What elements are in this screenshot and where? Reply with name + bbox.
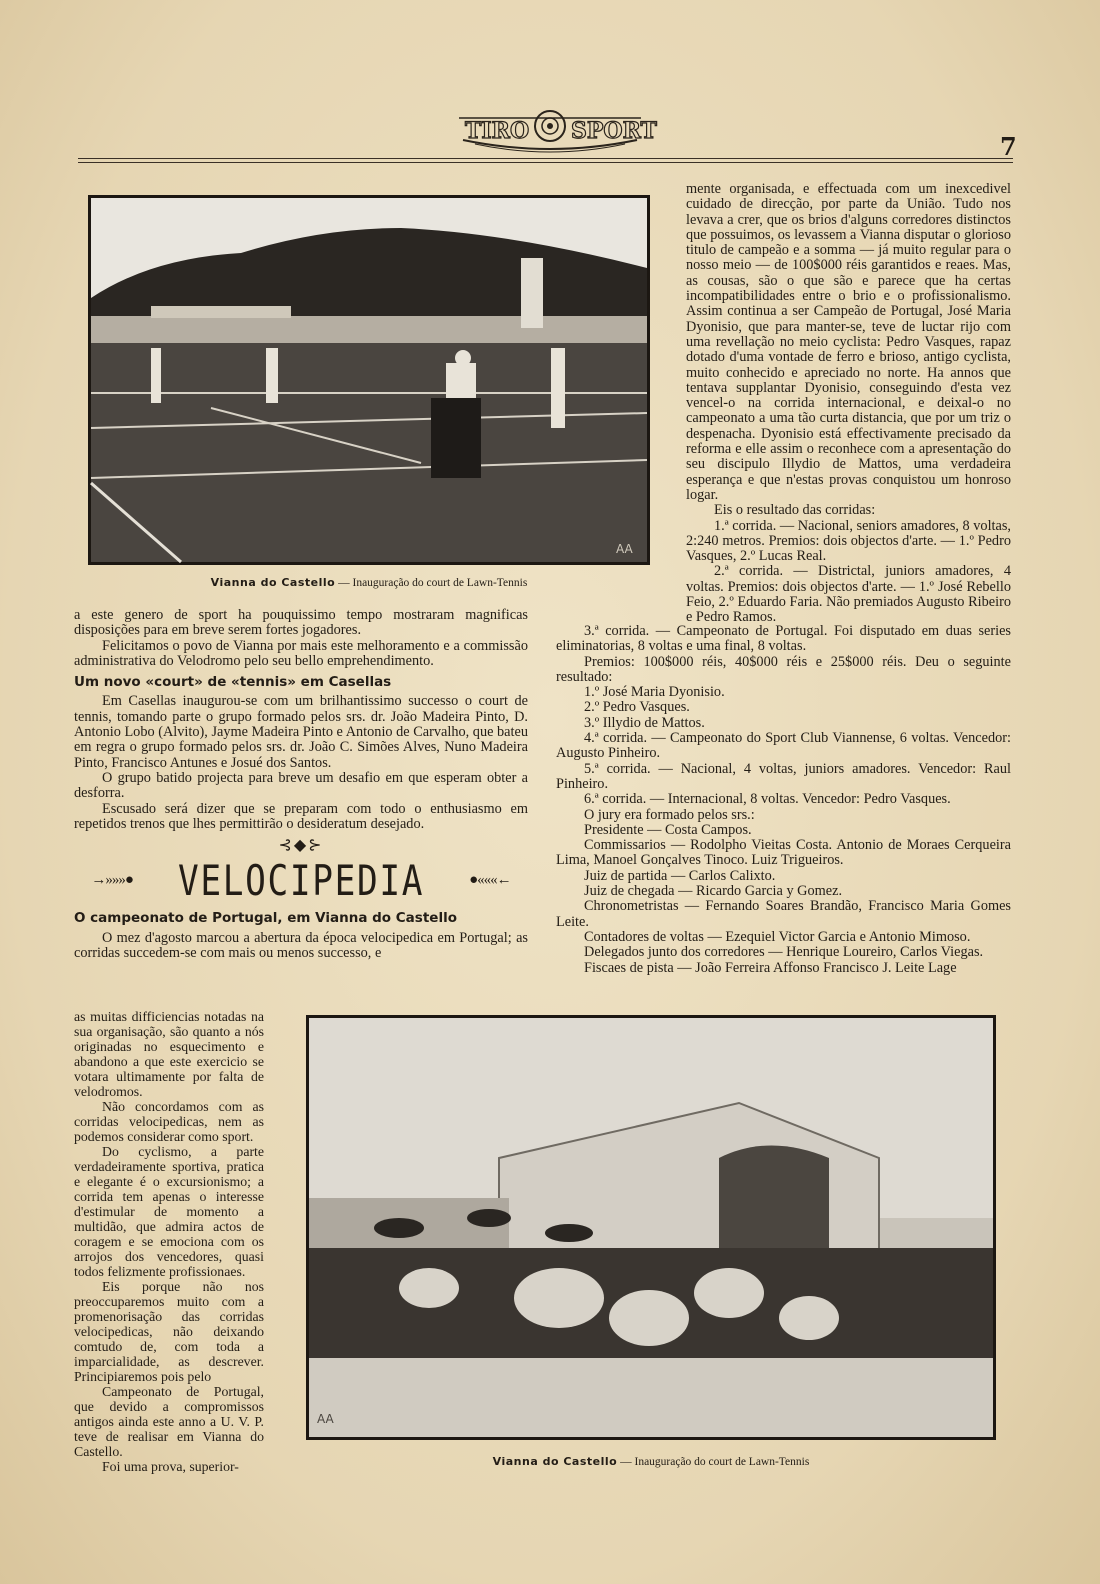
photo-signature: AA (616, 542, 633, 556)
race-result: 2.ª corrida. — Districtal, juniors amadores, 4 voltas. Premios: dois objectos d'arte. — 1.º José Rebello Feio, 2.º Eduardo Faria. Não premiados Augusto Ribeiro e Pedro Ramos. (686, 563, 1011, 626)
paragraph: Premios: 100$000 réis, 40$000 réis e 25$000 réis. Deu o seguinte resultado: (556, 653, 1011, 685)
jury-item: Delegados junto dos corredores — Henrique Loureiro, Carlos Viegas. (584, 944, 984, 961)
paragraph: Escusado será dizer que se preparam com todo o enthusiasmo em repetidos trenos que lhes permittirão o desideratum desejado. (74, 800, 528, 832)
figure2-caption-place: Vianna do Castello (492, 1455, 618, 1468)
figure1-caption-place: Vianna do Castello (210, 576, 336, 589)
paragraph: Eis o resultado das corridas: (714, 502, 876, 519)
paragraph: O mez d'agosto marcou a abertura da época velocipedica em Portugal; as corridas succedem-se com mais ou menos successo, e (74, 929, 528, 962)
jury-item: Commissarios — Rodolpho Vieitas Costa. Antonio de Moraes Cerqueira Lima, Manoel Gonçalves Tinoco. Luiz Trigueiros. (556, 837, 1011, 869)
figure1-caption-text: — Inauguração do court de Lawn-Tennis (335, 577, 528, 589)
page-number: 7 (1000, 132, 1017, 161)
svg-text:TIRO: TIRO (465, 118, 530, 144)
paragraph: Do cyclismo, a parte verdadeiramente sportiva, pratica e elegante é o excursionismo; a corrida tem apenas o interesse d'estimular de momento a multidão, que admira actos de coragem e se emociona com os arrojos dos vencedores, quasi todos felizmente profissionaes. (74, 1144, 264, 1279)
race-result: 5.ª corrida. — Nacional, 4 voltas, juniors amadores. Vencedor: Raul Pinheiro. (556, 760, 1011, 792)
header-rule-double (78, 162, 1013, 163)
paragraph: Felicitamos o povo de Vianna por mais este melhoramento e a commissão administrativa do Velodromo pelo seu bello emprehendimento. (74, 637, 528, 669)
race-result: 4.ª corrida. — Campeonato do Sport Club Viannense, 6 voltas. Vencedor: Augusto Pinheiro. (556, 730, 1011, 762)
paragraph: Foi uma prova, superior- (102, 1459, 239, 1474)
jury-item: Presidente — Costa Campos. (584, 821, 752, 838)
ranking-item: 2.º Pedro Vasques. (584, 699, 690, 716)
masthead-logo (455, 100, 657, 156)
paragraph: Em Casellas inaugurou-se com um brilhantissimo successo o court de tennis, tomando parte o grupo formado pelos srs. dr. João Madeira Pinto, D. Antonio Lobo (Alvito), Jayme Madeira Pinto e Antonio de Carvalho, que bateu em regra o grupo formado pelos srs. dr. João C. Simões Alves, Nuno Madeira Pinto, Francisco Antunes e Josué dos Santos. (74, 693, 528, 771)
paragraph: O jury era formado pelos srs.: (584, 806, 755, 823)
header-rule (78, 158, 1013, 159)
left-narrow-column (74, 1009, 264, 1474)
section-decoration-left: →»»»● (91, 871, 133, 888)
paragraph: Não concordamos com as corridas velocipedicas, nem as podemos considerar como sport. (74, 1099, 264, 1144)
jury-item: Chronometristas — Fernando Soares Brandão, Francisco Maria Gomes Leite. (556, 898, 1011, 930)
figure2-caption (306, 1455, 996, 1468)
jury-item: Fiscaes de pista — João Ferreira Affonso Francisco J. Leite Lage (584, 959, 957, 976)
figure2-caption-text: — Inauguração do court de Lawn-Tennis (617, 1456, 810, 1468)
section-title: VELOCIPEDIA (177, 855, 425, 905)
jury-item: Contadores de voltas — Ezequiel Victor Garcia e Antonio Mimoso. (584, 928, 971, 945)
jury-item: Juiz de partida — Carlos Calixto. (584, 867, 776, 884)
left-column (74, 608, 528, 961)
photo-signature: AA (317, 1412, 334, 1426)
section-heading (74, 855, 528, 905)
right-column (686, 182, 1011, 626)
paragraph: as muitas difficiencias notadas na sua organisação, são quanto a nós originadas no esquecimento e abandono a que este exercicio se votara ultimamente por falta de velodromos. (74, 1009, 264, 1099)
subheading-casellas: Um novo «court» de «tennis» em Casellas (74, 674, 392, 691)
race-result: 6.ª corrida. — Internacional, 8 voltas. Vencedor: Pedro Vasques. (584, 791, 951, 808)
paragraph: mente organisada, e effectuada com um inexcedivel cuidado de direcção, por parte da União. Tudo nos levava a crer, que os brios d'alguns corredores distinctos que possuimos, os levassem a Vianna disputar o glorioso titulo de campeão e a somma — já muito regular para o nosso meio — de 100$000 réis garantidos e reaes. Mas, as cousas, são o que são e parece que ha certas incompatibilidades entre o brio e o profissionalismo. Assim continua a ser Campeão de Portugal, José Maria Dyonisio, que para manter-se, teve de luctar rijo com uma revellação no meio cyclista: Pedro Vasques, rapaz dotado d'uma vontade de ferro e brioso, antigo cyclista, muito conhecido e apreciado no norte. Ha annos que tentava supplantar Dyonisio, conseguindo d'esta vez vencel-o na corrida internacional, e deixal-o no campeonato a uma tão curta distancia, que por um triz o despenacha. Dyonisio está effectivamente precisado da reforma e elle assim o reconhece com a apresentação do seu discipulo Illydio de Mattos, uma verdadeira esperança e que n'estas provas conquistou um honroso logar. (686, 181, 1011, 503)
paragraph: Eis porque não nos preoccuparemos muito com a promenorisação das corridas velocipedicas, não deixando comtudo de, com toda a imparcialidade, as descrever. Principiaremos pois pelo (74, 1279, 264, 1384)
ranking-item: 3.º Illydio de Mattos. (584, 714, 705, 731)
race-result: 3.ª corrida. — Campeonato de Portugal. Foi disputado em duas series eliminatorias, 8 voltas e uma final, 8 voltas. (556, 623, 1011, 655)
svg-text:SPORT: SPORT (571, 118, 657, 144)
paragraph: O grupo batido projecta para breve um desafio em que esperam obter a desforra. (74, 769, 528, 802)
paragraph: Campeonato de Portugal, que devido a compromissos antigos ainda este anno a U. V. P. teve de realisar em Vianna do Castello. (74, 1384, 264, 1459)
paragraph: a este genero de sport ha pouquissimo tempo mostraram magnificas disposições para em breve serem fortes jogadores. (74, 607, 528, 639)
ranking-item: 1.º José Maria Dyonisio. (584, 684, 725, 701)
race-result: 1.ª corrida. — Nacional, seniors amadores, 8 voltas, 2:240 metros. Premios: dois objectos d'arte. — 1.º Pedro Vasques, 2.º Lucas Real. (686, 517, 1011, 565)
figure1-caption (88, 576, 650, 589)
photo-grandstand (306, 1015, 996, 1440)
section-decoration-right: ●«««← (469, 871, 511, 888)
subheading-campeonato: O campeonato de Portugal, em Vianna do Castello (74, 910, 457, 927)
right-wide-column (556, 624, 1011, 976)
jury-item: Juiz de chegada — Ricardo Garcia y Gomez. (584, 883, 843, 900)
photo-tennis-court (88, 195, 650, 565)
ornament-divider: ⊰◆⊱ (278, 837, 324, 855)
